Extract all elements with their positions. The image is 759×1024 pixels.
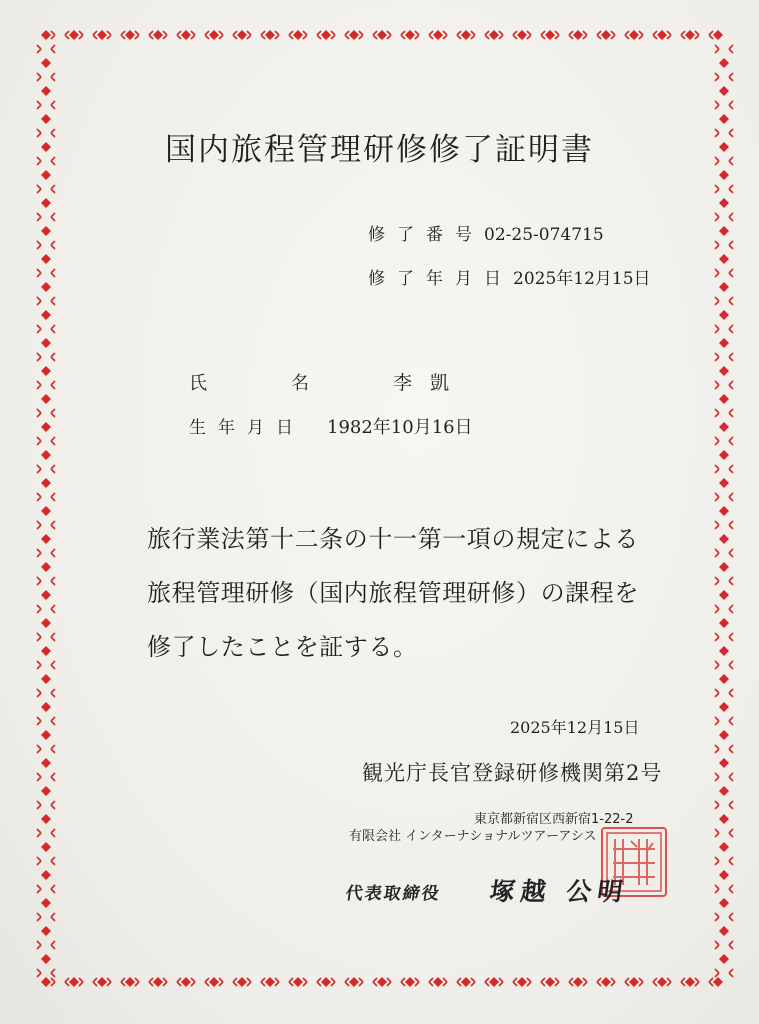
- border-diamond: [719, 674, 729, 684]
- border-diamond: [719, 58, 729, 68]
- border-diamond: [97, 30, 107, 40]
- border-diamond: [41, 977, 51, 987]
- border-diamond: [489, 30, 499, 40]
- border-diamond: [719, 758, 729, 768]
- border-dash: [37, 689, 55, 697]
- completion-number-label: 修了番号: [368, 225, 484, 245]
- border-dash: [715, 801, 733, 809]
- border-diamond: [719, 254, 729, 264]
- border-diamond: [405, 30, 415, 40]
- border-diamond: [489, 977, 499, 987]
- border-dash: [37, 241, 55, 249]
- border-dash: [37, 101, 55, 109]
- border-dash: [443, 978, 461, 986]
- border-diamond: [41, 394, 51, 404]
- border-dash: [51, 978, 69, 986]
- border-diamond: [719, 814, 729, 824]
- border-diamond: [125, 977, 135, 987]
- border-dash: [715, 969, 733, 977]
- certificate-body: [147, 512, 707, 674]
- border-diamond: [719, 842, 729, 852]
- border-dash: [415, 978, 433, 986]
- name-label: 氏名: [189, 373, 393, 394]
- border-dash: [247, 978, 265, 986]
- border-diamond: [685, 30, 695, 40]
- border-dash: [715, 745, 733, 753]
- border-diamond: [41, 310, 51, 320]
- border-diamond: [41, 870, 51, 880]
- border-dash: [715, 101, 733, 109]
- border-diamond: [265, 977, 275, 987]
- border-diamond: [237, 30, 247, 40]
- border-diamond: [719, 702, 729, 712]
- border-diamond: [293, 30, 303, 40]
- border-diamond: [349, 30, 359, 40]
- issue-date: 2025年12月15日: [510, 718, 640, 737]
- completion-number: 02-25-074715: [484, 225, 604, 245]
- border-dash: [37, 913, 55, 921]
- completion-date-label: 修了年月日: [368, 269, 513, 289]
- border-dash: [163, 31, 181, 39]
- border-diamond: [41, 674, 51, 684]
- border-diamond: [685, 977, 695, 987]
- border-dash: [37, 605, 55, 613]
- border-diamond: [719, 422, 729, 432]
- border-dash: [555, 31, 573, 39]
- border-diamond: [41, 30, 51, 40]
- border-diamond: [713, 977, 723, 987]
- border-dash: [471, 978, 489, 986]
- border-diamond: [601, 30, 611, 40]
- border-dash: [471, 31, 489, 39]
- border-dash: [715, 605, 733, 613]
- border-diamond: [719, 282, 729, 292]
- representative-name: 塚越 公明: [487, 877, 631, 906]
- border-dash: [303, 978, 321, 986]
- border-dash: [247, 31, 265, 39]
- border-dash: [37, 45, 55, 53]
- border-dash: [695, 978, 713, 986]
- border-diamond: [97, 977, 107, 987]
- border-dash: [715, 885, 733, 893]
- border-dash: [37, 73, 55, 81]
- border-dash: [331, 31, 349, 39]
- border-dash: [499, 978, 517, 986]
- border-diamond: [209, 30, 219, 40]
- border-dash: [135, 978, 153, 986]
- border-diamond: [293, 977, 303, 987]
- completion-date: 2025年12月15日: [513, 269, 651, 289]
- border-diamond: [719, 170, 729, 180]
- border-diamond: [69, 977, 79, 987]
- border-dash: [715, 269, 733, 277]
- border-dash: [715, 633, 733, 641]
- border-dash: [639, 978, 657, 986]
- border-dash: [715, 213, 733, 221]
- border-dash: [37, 381, 55, 389]
- border-diamond: [181, 30, 191, 40]
- border-dash: [37, 633, 55, 641]
- border-dash: [37, 297, 55, 305]
- border-diamond: [125, 30, 135, 40]
- border-diamond: [719, 786, 729, 796]
- border-diamond: [545, 977, 555, 987]
- border-dash: [37, 409, 55, 417]
- border-diamond: [41, 338, 51, 348]
- border-dash: [583, 31, 601, 39]
- border-diamond: [41, 422, 51, 432]
- border-dash: [37, 885, 55, 893]
- border-diamond: [41, 898, 51, 908]
- border-diamond: [719, 534, 729, 544]
- border-dash: [611, 31, 629, 39]
- border-diamond: [41, 534, 51, 544]
- border-dash: [37, 661, 55, 669]
- border-dash: [415, 31, 433, 39]
- border-dash: [499, 31, 517, 39]
- border-dash: [715, 437, 733, 445]
- border-dash: [715, 661, 733, 669]
- border-dash: [387, 31, 405, 39]
- border-dash: [37, 717, 55, 725]
- completion-date-row: [368, 264, 651, 289]
- border-dash: [715, 297, 733, 305]
- border-dash: [715, 185, 733, 193]
- birthdate: 1982年10月16日: [327, 417, 473, 438]
- border-dash: [667, 978, 685, 986]
- border-dash: [715, 73, 733, 81]
- border-dash: [583, 978, 601, 986]
- border-diamond: [237, 977, 247, 987]
- border-diamond: [719, 562, 729, 572]
- body-line-2: 旅程管理研修（国内旅程管理研修）の課程を: [147, 579, 639, 607]
- border-dash: [715, 409, 733, 417]
- border-diamond: [405, 977, 415, 987]
- border-dash: [135, 31, 153, 39]
- border-dash: [37, 465, 55, 473]
- border-diamond: [41, 254, 51, 264]
- body-line-1: 旅行業法第十二条の十一第一項の規定による: [147, 525, 639, 553]
- border-dash: [37, 521, 55, 529]
- border-dash: [37, 353, 55, 361]
- border-dash: [715, 717, 733, 725]
- border-dash: [303, 31, 321, 39]
- border-diamond: [719, 954, 729, 964]
- border-diamond: [153, 30, 163, 40]
- border-diamond: [41, 58, 51, 68]
- birthdate-label: 生年月日: [189, 418, 305, 438]
- border-diamond: [41, 170, 51, 180]
- border-diamond: [713, 30, 723, 40]
- border-dash: [695, 31, 713, 39]
- border-diamond: [41, 730, 51, 740]
- name-row: [189, 368, 455, 395]
- border-dash: [37, 493, 55, 501]
- border-diamond: [265, 30, 275, 40]
- border-dash: [387, 978, 405, 986]
- border-dash: [37, 969, 55, 977]
- border-diamond: [573, 30, 583, 40]
- border-diamond: [719, 590, 729, 600]
- address: 東京都新宿区西新宿1-22-2: [474, 812, 634, 827]
- border-dash: [37, 269, 55, 277]
- holder-name: 李 凱: [393, 372, 456, 394]
- border-diamond: [517, 977, 527, 987]
- border-dash: [37, 829, 55, 837]
- body-line-3: 修了したことを証する。: [147, 633, 418, 661]
- border-diamond: [41, 506, 51, 516]
- certificate-title: 国内旅程管理研修修了証明書: [165, 132, 594, 168]
- border-diamond: [545, 30, 555, 40]
- border-dash: [359, 31, 377, 39]
- border-dash: [219, 31, 237, 39]
- border-diamond: [41, 478, 51, 488]
- border-diamond: [719, 730, 729, 740]
- border-dash: [715, 913, 733, 921]
- border-dash: [163, 978, 181, 986]
- border-dash: [611, 978, 629, 986]
- border-diamond: [41, 114, 51, 124]
- border-dash: [667, 31, 685, 39]
- completion-number-row: [368, 220, 604, 245]
- border-diamond: [719, 478, 729, 488]
- border-dash: [715, 493, 733, 501]
- border-dash: [275, 31, 293, 39]
- border-diamond: [719, 870, 729, 880]
- border-diamond: [181, 977, 191, 987]
- border-dash: [715, 549, 733, 557]
- border-diamond: [321, 977, 331, 987]
- border-diamond: [657, 30, 667, 40]
- border-dash: [331, 978, 349, 986]
- border-diamond: [41, 450, 51, 460]
- border-dash: [715, 941, 733, 949]
- border-dash: [37, 577, 55, 585]
- border-diamond: [41, 198, 51, 208]
- border-diamond: [719, 618, 729, 628]
- border-diamond: [719, 338, 729, 348]
- border-diamond: [41, 954, 51, 964]
- border-dash: [107, 978, 125, 986]
- border-dash: [275, 978, 293, 986]
- border-diamond: [719, 506, 729, 516]
- border-diamond: [41, 814, 51, 824]
- border-dash: [37, 801, 55, 809]
- border-diamond: [209, 977, 219, 987]
- border-diamond: [719, 86, 729, 96]
- border-dash: [191, 978, 209, 986]
- border-dash: [107, 31, 125, 39]
- border-dash: [37, 213, 55, 221]
- border-diamond: [719, 310, 729, 320]
- border-dash: [715, 577, 733, 585]
- border-diamond: [517, 30, 527, 40]
- border-dash: [37, 437, 55, 445]
- border-diamond: [41, 646, 51, 656]
- border-diamond: [629, 977, 639, 987]
- birthdate-row: [189, 413, 473, 439]
- border-diamond: [461, 977, 471, 987]
- border-dash: [639, 31, 657, 39]
- border-dash: [79, 31, 97, 39]
- border-dash: [37, 857, 55, 865]
- border-diamond: [321, 30, 331, 40]
- border-diamond: [433, 30, 443, 40]
- border-dash: [715, 325, 733, 333]
- border-dash: [715, 381, 733, 389]
- border-dash: [715, 829, 733, 837]
- border-diamond: [41, 366, 51, 376]
- border-diamond: [41, 282, 51, 292]
- border-diamond: [719, 198, 729, 208]
- border-diamond: [719, 646, 729, 656]
- border-diamond: [719, 226, 729, 236]
- border-dash: [715, 857, 733, 865]
- border-dash: [191, 31, 209, 39]
- border-diamond: [41, 590, 51, 600]
- border-diamond: [377, 977, 387, 987]
- border-diamond: [719, 898, 729, 908]
- issuing-organization: 観光庁長官登録研修機関第2号: [362, 761, 663, 785]
- border-dash: [555, 978, 573, 986]
- border-diamond: [573, 977, 583, 987]
- border-dash: [37, 185, 55, 193]
- border-dash: [219, 978, 237, 986]
- border-dash: [37, 325, 55, 333]
- border-dash: [715, 773, 733, 781]
- border-diamond: [41, 842, 51, 852]
- border-dash: [715, 465, 733, 473]
- border-diamond: [629, 30, 639, 40]
- border-diamond: [41, 758, 51, 768]
- border-diamond: [349, 977, 359, 987]
- border-dash: [37, 941, 55, 949]
- border-diamond: [41, 926, 51, 936]
- border-diamond: [41, 562, 51, 572]
- border-diamond: [461, 30, 471, 40]
- border-diamond: [433, 977, 443, 987]
- border-dash: [51, 31, 69, 39]
- border-diamond: [41, 86, 51, 96]
- border-diamond: [41, 702, 51, 712]
- border-diamond: [601, 977, 611, 987]
- border-dash: [79, 978, 97, 986]
- border-diamond: [719, 366, 729, 376]
- border-diamond: [377, 30, 387, 40]
- border-dash: [527, 31, 545, 39]
- border-diamond: [41, 618, 51, 628]
- border-diamond: [719, 450, 729, 460]
- border-dash: [715, 689, 733, 697]
- border-dash: [715, 353, 733, 361]
- company-name: 有限会社 インターナショナルツアーアシス: [349, 829, 597, 844]
- border-dash: [37, 745, 55, 753]
- border-dash: [443, 31, 461, 39]
- border-dash: [527, 978, 545, 986]
- border-diamond: [41, 226, 51, 236]
- border-dash: [359, 978, 377, 986]
- border-dash: [715, 45, 733, 53]
- border-diamond: [719, 394, 729, 404]
- border-diamond: [657, 977, 667, 987]
- border-dash: [715, 241, 733, 249]
- border-diamond: [153, 977, 163, 987]
- border-diamond: [719, 114, 729, 124]
- border-dash: [37, 773, 55, 781]
- border-dash: [37, 549, 55, 557]
- border-diamond: [41, 786, 51, 796]
- representative-title: 代表取締役: [344, 884, 443, 904]
- border-dash: [715, 521, 733, 529]
- border-diamond: [719, 926, 729, 936]
- border-diamond: [69, 30, 79, 40]
